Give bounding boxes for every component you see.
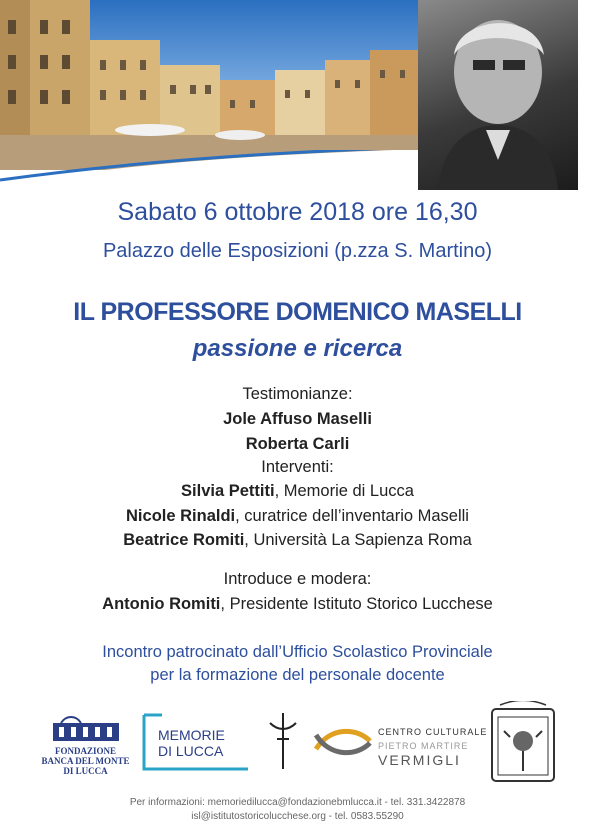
patronage-line: per la formazione del personale docente — [150, 666, 445, 684]
logo-text: FONDAZIONE — [54, 746, 116, 756]
speaker-name: Beatrice Romiti — [123, 531, 245, 549]
logo-text: MEMORIE — [158, 727, 225, 743]
interventi-label: Interventi: — [261, 458, 334, 476]
logo-text: VERMIGLI — [378, 752, 461, 768]
testimonianze-label: Testimonianze: — [242, 385, 353, 403]
speaker-name: Silvia Pettiti — [181, 482, 275, 500]
centro-culturale-logo — [378, 725, 487, 767]
intervento-item — [0, 482, 595, 501]
logo-text: DI LUCCA — [63, 766, 108, 776]
patronage-line: Incontro patrocinato dall’Ufficio Scolastico Provinciale — [102, 643, 493, 661]
buildings-illustration — [0, 0, 420, 170]
testimonianza-name: Roberta Carli — [245, 435, 350, 453]
intervento-item — [0, 531, 595, 550]
speaker-name: Nicole Rinaldi — [126, 507, 236, 525]
moderator-role: , Presidente Istituto Storico Lucchese — [220, 595, 493, 613]
footer-contact-line: isl@istitutostoricolucchese.org - tel. 0583.55290 — [191, 811, 404, 822]
logo-text: DI LUCCA — [158, 743, 224, 759]
portrait-photo — [418, 0, 578, 190]
logo-text: PIETRO MARTIRE — [378, 741, 469, 751]
header-photo-banner — [0, 0, 595, 200]
memorie-di-lucca-logo — [142, 713, 250, 771]
speaker-role: , Memorie di Lucca — [274, 482, 414, 500]
logo-text: BANCA DEL MONTE — [41, 756, 130, 766]
moderator-label: Introduce e modera: — [223, 570, 372, 588]
event-date: Sabato 6 ottobre 2018 ore 16,30 — [117, 198, 478, 226]
event-title: IL PROFESSORE DOMENICO MASELLI — [73, 298, 522, 326]
fondazione-logo — [38, 715, 133, 776]
footer-contact-line: Per informazioni: memoriedilucca@fondazionebmlucca.it - tel. 331.3422878 — [129, 797, 466, 808]
speaker-role: , Università La Sapienza Roma — [244, 531, 472, 549]
speaker-role: , curatrice dell’inventario Maselli — [235, 507, 469, 525]
sponsor-logos — [0, 695, 595, 785]
moderator-item — [0, 595, 595, 614]
intervento-item — [0, 507, 595, 526]
istituto-storico-emblem — [490, 701, 556, 788]
event-subtitle: passione e ricerca — [192, 335, 403, 362]
fish-icon — [312, 723, 374, 766]
building-icon — [51, 715, 121, 741]
testimonianza-name: Jole Affuso Maselli — [223, 410, 372, 428]
town-square-photo — [0, 0, 420, 170]
logo-text: CENTRO CULTURALE — [378, 727, 488, 737]
event-venue: Palazzo delle Esposizioni (p.zza S. Martino) — [102, 240, 493, 262]
crossbow-icon — [268, 709, 298, 776]
moderator-name: Antonio Romiti — [102, 595, 221, 613]
